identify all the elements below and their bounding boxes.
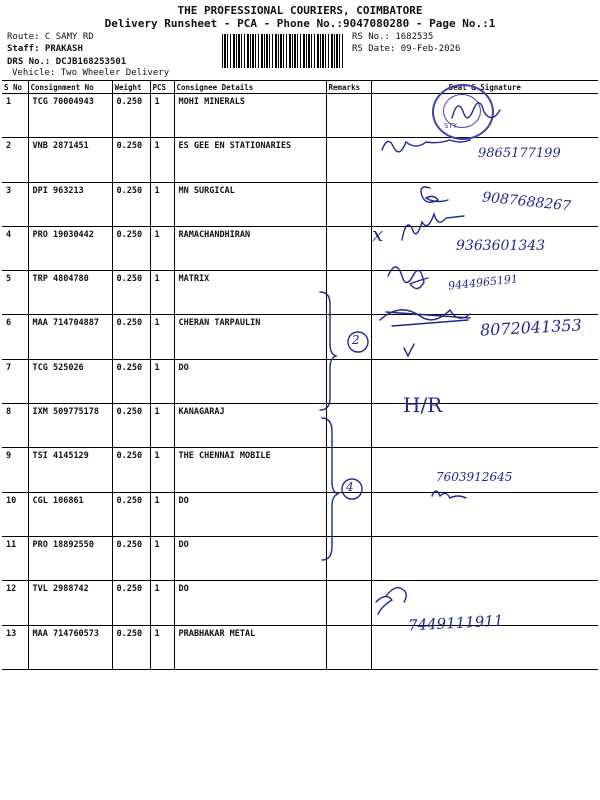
cell-consignment: TRP 4804780 (28, 271, 112, 315)
handwritten-phone-row-5: 9444965191 (447, 272, 519, 293)
signature-row-4 (402, 214, 464, 240)
cell-sno: 11 (2, 536, 28, 580)
cell-consignee: DO (174, 581, 326, 625)
company-seal-stamp: STY (432, 84, 494, 140)
cell-weight: 0.250 (112, 271, 150, 315)
bracket-group-1 (320, 292, 336, 410)
cell-pcs: 1 (150, 94, 174, 138)
rs-number: RS No.: 1682535 (352, 32, 434, 42)
cell-weight: 0.250 (112, 581, 150, 625)
cell-consignment: DPI 963213 (28, 182, 112, 226)
cell-sno: 8 (2, 404, 28, 448)
bracket-group-2 (322, 418, 338, 560)
col-weight: Weight (112, 81, 150, 94)
cell-weight: 0.250 (112, 138, 150, 182)
handwritten-note-row-8: H/R (403, 393, 443, 417)
signature-row-5 (388, 267, 428, 289)
cell-consignee: DO (174, 359, 326, 403)
cell-pcs: 1 (150, 271, 174, 315)
cell-pcs: 1 (150, 182, 174, 226)
cell-sno: 5 (2, 271, 28, 315)
col-consignee: Consignee Details (174, 81, 326, 94)
cell-consignment: MAA 714704887 (28, 315, 112, 359)
cell-weight: 0.250 (112, 492, 150, 536)
cell-consignment: MAA 714760573 (28, 625, 112, 669)
cell-weight: 0.250 (112, 226, 150, 270)
tick-row-7 (404, 344, 414, 356)
cell-consignment: TVL 2988742 (28, 581, 112, 625)
signature-row-13 (376, 588, 406, 614)
route-label: Route: C SAMY RD (7, 32, 94, 42)
cell-weight: 0.250 (112, 94, 150, 138)
signature-row-10 (432, 491, 466, 498)
col-consignment: Consignment No (28, 81, 112, 94)
handwritten-phone-row-13: 7449111911 (407, 611, 504, 635)
cell-consignee: KANAGARAJ (174, 404, 326, 448)
cell-weight: 0.250 (112, 404, 150, 448)
drs-number: DRS No.: DCJB168253501 (7, 57, 127, 67)
company-name: THE PROFESSIONAL COURIERS, COIMBATORE (177, 4, 423, 17)
cell-pcs: 1 (150, 226, 174, 270)
cell-pcs: 1 (150, 359, 174, 403)
staff-label: Staff: PRAKASH (7, 44, 83, 54)
cell-consignment: TCG 70004943 (28, 94, 112, 138)
cell-consignment: TSI 4145129 (28, 448, 112, 492)
cell-consignment: VNB 2871451 (28, 138, 112, 182)
cell-sno: 2 (2, 138, 28, 182)
handwritten-phone-row-6: 8072041353 (479, 315, 583, 340)
group-1-count: 2 (352, 333, 360, 347)
cell-pcs: 1 (150, 536, 174, 580)
cell-sno: 4 (2, 226, 28, 270)
cell-weight: 0.250 (112, 182, 150, 226)
cell-consignee: DO (174, 492, 326, 536)
cell-consignee: CHERAN TARPAULIN (174, 315, 326, 359)
handwritten-phone-row-3: 9087688267 (481, 189, 572, 215)
cell-consignee: ES GEE EN STATIONARIES (174, 138, 326, 182)
cell-consignment: IXM 509775178 (28, 404, 112, 448)
cell-sno: 6 (2, 315, 28, 359)
cell-sno: 10 (2, 492, 28, 536)
cell-consignee: MOHI MINERALS (174, 94, 326, 138)
cell-weight: 0.250 (112, 536, 150, 580)
cell-consignee: MN SURGICAL (174, 182, 326, 226)
cell-consignee: DO (174, 536, 326, 580)
col-remarks: Remarks (326, 81, 371, 94)
cell-weight: 0.250 (112, 315, 150, 359)
signature-row-3 (421, 187, 448, 202)
handwritten-mark-row-4: x (372, 222, 384, 246)
cell-consignee: PRABHAKAR METAL (174, 625, 326, 669)
vehicle-label: Vehicle: Two Wheeler Delivery (12, 68, 170, 78)
runsheet-title: Delivery Runsheet - PCA - Phone No.:9047080280 - Page No.:1 (104, 17, 496, 30)
cell-weight: 0.250 (112, 359, 150, 403)
cell-consignee: RAMACHANDHIRAN (174, 226, 326, 270)
cell-sno: 13 (2, 625, 28, 669)
cell-pcs: 1 (150, 404, 174, 448)
cell-sno: 9 (2, 448, 28, 492)
cell-pcs: 1 (150, 492, 174, 536)
cell-consignment: TCG 525026 (28, 359, 112, 403)
cell-pcs: 1 (150, 448, 174, 492)
cell-weight: 0.250 (112, 625, 150, 669)
rs-date: RS Date: 09-Feb-2026 (352, 44, 461, 54)
cell-sno: 3 (2, 182, 28, 226)
handwritten-phone-row-10: 7603912645 (436, 470, 513, 484)
cell-consignee: THE CHENNAI MOBILE (174, 448, 326, 492)
cell-sno: 7 (2, 359, 28, 403)
cell-consignment: PRO 19030442 (28, 226, 112, 270)
cell-consignment: PRO 18892550 (28, 536, 112, 580)
cell-sno: 1 (2, 94, 28, 138)
cell-sno: 12 (2, 581, 28, 625)
cell-pcs: 1 (150, 625, 174, 669)
group-2-count: 4 (346, 480, 354, 494)
handwritten-phone-row-2: 9865177199 (478, 146, 561, 161)
handwritten-phone-row-4: 9363601343 (456, 238, 546, 254)
signature-row-1 (452, 103, 500, 118)
cell-consignee: MATRIX (174, 271, 326, 315)
col-sno: S No (2, 81, 28, 94)
cell-weight: 0.250 (112, 448, 150, 492)
cell-pcs: 1 (150, 581, 174, 625)
col-pcs: PCS (150, 81, 174, 94)
col-seal-signature: Seal & Signature (371, 81, 598, 94)
cell-pcs: 1 (150, 315, 174, 359)
signature-row-2 (382, 140, 470, 152)
cell-pcs: 1 (150, 138, 174, 182)
signature-row-6 (380, 310, 470, 326)
cell-consignment: CGL 106861 (28, 492, 112, 536)
